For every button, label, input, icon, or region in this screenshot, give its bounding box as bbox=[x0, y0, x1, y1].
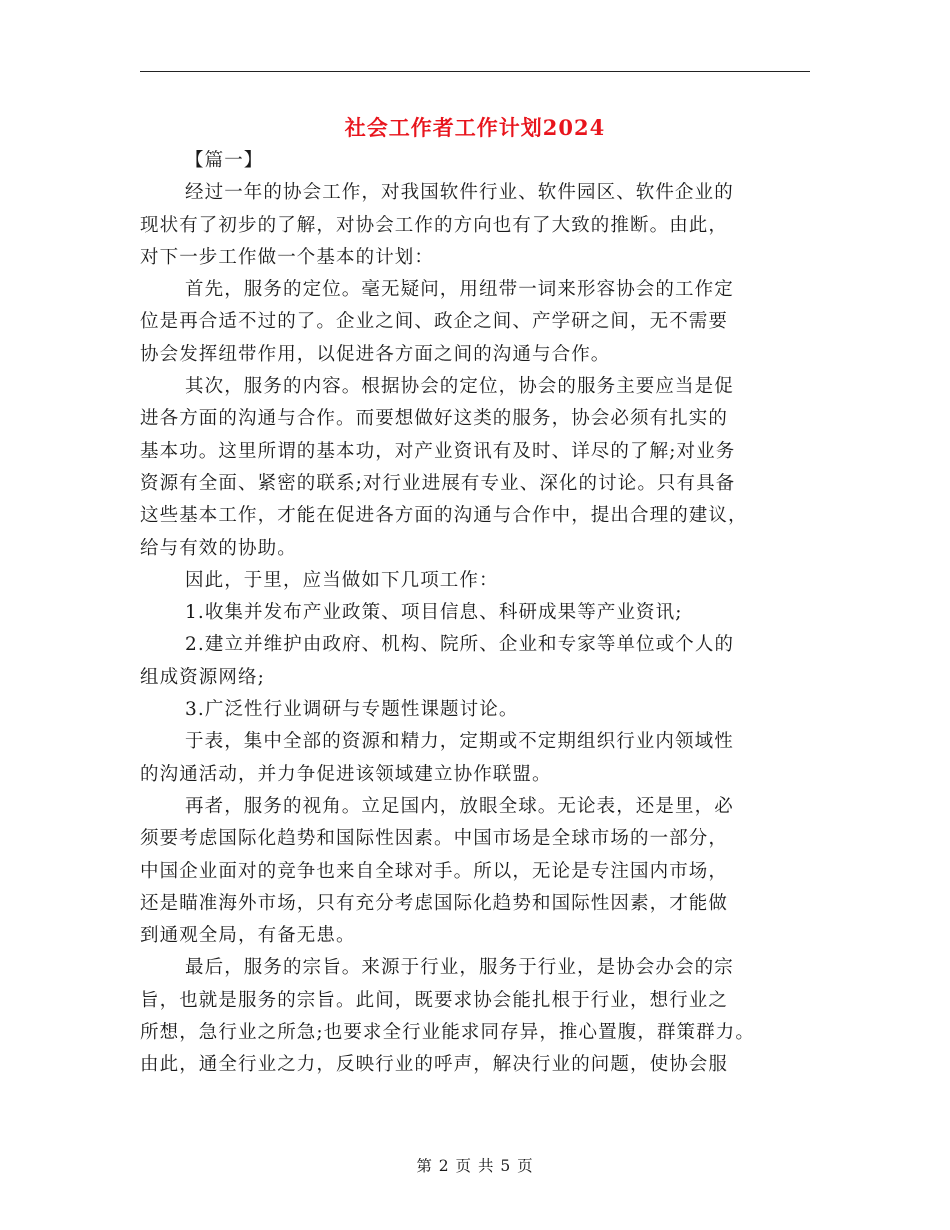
body-line: 中国企业面对的竞争也来自全球对手。所以，无论是专注国内市场， bbox=[140, 860, 729, 882]
body-line: 由此，通全行业之力，反映行业的呼声，解决行业的问题，使协会服 bbox=[140, 1054, 729, 1076]
header-rule bbox=[140, 71, 810, 72]
body-line: 给与有效的协助。 bbox=[140, 537, 297, 559]
body-line: 到通观全局，有备无患。 bbox=[140, 925, 356, 947]
body-line: 基本功。这里所谓的基本功，对产业资讯有及时、详尽的了解;对业务 bbox=[140, 440, 736, 462]
body-line: 还是瞄准海外市场，只有充分考虑国际化趋势和国际性因素，才能做 bbox=[140, 892, 729, 914]
body-line: 3.广泛性行业调研与专题性课题讨论。 bbox=[185, 699, 519, 721]
body-line: 现状有了初步的了解，对协会工作的方向也有了大致的推断。由此， bbox=[140, 214, 729, 236]
page-footer: 第 2 页 共 5 页 bbox=[416, 1157, 534, 1175]
body-line: 对下一步工作做一个基本的计划： bbox=[140, 246, 435, 268]
body-line: 所想，急行业之所急;也要求全行业能求同存异，推心置腹，群策群力。 bbox=[140, 1022, 755, 1044]
body-line: 协会发挥纽带作用，以促进各方面之间的沟通与合作。 bbox=[140, 343, 611, 365]
body-line: 经过一年的协会工作，对我国软件行业、软件园区、软件企业的 bbox=[185, 182, 734, 204]
body-line: 位是再合适不过的了。企业之间、政企之间、产学研之间，无不需要 bbox=[140, 311, 729, 333]
document-body bbox=[140, 145, 820, 1082]
body-line: 【篇一】 bbox=[185, 150, 264, 171]
body-line: 其次，服务的内容。根据协会的定位，协会的服务主要应当是促 bbox=[185, 376, 734, 398]
body-line: 1.收集并发布产业政策、项目信息、科研成果等产业资讯; bbox=[185, 602, 683, 624]
body-line: 进各方面的沟通与合作。而要想做好这类的服务，协会必须有扎实的 bbox=[140, 408, 729, 430]
body-line: 须要考虑国际化趋势和国际性因素。中国市场是全球市场的一部分， bbox=[140, 828, 729, 850]
body-line: 旨，也就是服务的宗旨。此间，既要求协会能扎根于行业，想行业之 bbox=[140, 989, 729, 1011]
document-title: 社会工作者工作计划2024 bbox=[344, 115, 606, 140]
body-line: 的沟通活动，并力争促进该领域建立协作联盟。 bbox=[140, 763, 552, 785]
body-line: 再者，服务的视角。立足国内，放眼全球。无论表，还是里，必 bbox=[185, 795, 734, 817]
body-line: 2.建立并维护由政府、机构、院所、企业和专家等单位或个人的 bbox=[185, 634, 735, 656]
body-line: 组成资源网络; bbox=[140, 666, 265, 688]
body-line: 首先，服务的定位。毫无疑问，用纽带一词来形容协会的工作定 bbox=[185, 279, 734, 301]
body-line: 这些基本工作，才能在促进各方面的沟通与合作中，提出合理的建议， bbox=[140, 505, 748, 527]
body-line: 于表，集中全部的资源和精力，定期或不定期组织行业内领域性 bbox=[185, 731, 734, 753]
body-line: 最后，服务的宗旨。来源于行业，服务于行业，是协会办会的宗 bbox=[185, 957, 734, 979]
body-line: 资源有全面、紧密的联系;对行业进展有专业、深化的讨论。只有具备 bbox=[140, 472, 736, 494]
body-line: 因此，于里，应当做如下几项工作： bbox=[185, 569, 499, 591]
